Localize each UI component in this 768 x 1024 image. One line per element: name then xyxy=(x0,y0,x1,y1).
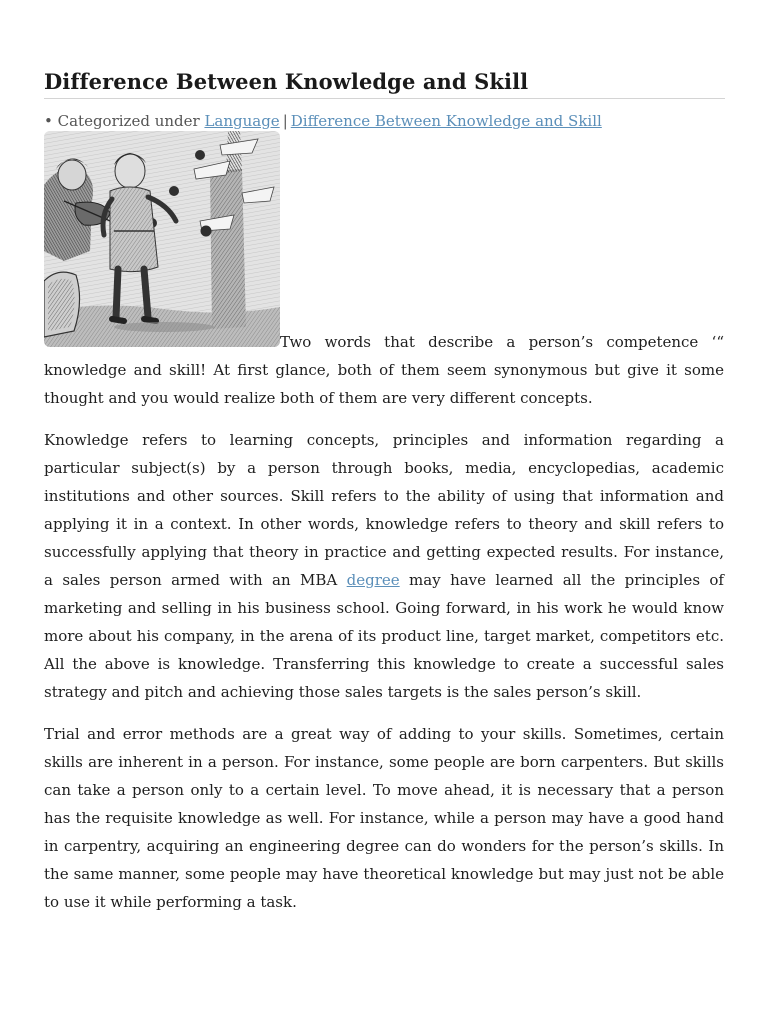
knowledge-text-part2: may have learned all the principles of marketing and selling in his business school. Going forward, in his work he would know more about his company, in the arena of its product line, target market, competitors etc. All the above is knowledge. Transferring this knowledge to create a successful sales strategy and pitch and achieving those sales targets is the sales person’s skill. xyxy=(44,571,724,701)
engraving-illustration xyxy=(44,131,280,347)
article-permalink[interactable]: Difference Between Knowledge and Skill xyxy=(290,112,602,130)
knowledge-text-part1: Knowledge refers to learning concepts, principles and information regarding a particular subject(s) by a person through books, media, encyclopedias, academic institutions and other sources. Skill refers to the ability of using that information and applying it in a context. In other words, knowledge refers to theory and skill refers to successfully applying that theory in practice and getting expected results. For instance, a sales person armed with an MBA xyxy=(44,431,724,589)
category-line xyxy=(44,111,724,131)
article-title: Difference Between Knowledge and Skill xyxy=(44,69,529,94)
category-separator: | xyxy=(282,112,288,130)
paragraph-trial-and-error: Trial and error methods are a great way of adding to your skills. Sometimes, certain skills are inherent in a person. For instance, some people are born carpenters. But skills can take a person only to a certain level. To move ahead, it is necessary that a person has the requisite knowledge as well. For instance, while a person may have a good hand in carpentry, acquiring an engineering degree can do wonders for the person’s skills. In the same manner, some people may have theoretical knowledge but may just not be able to use it while performing a task. xyxy=(44,725,724,911)
category-link-language[interactable]: Language xyxy=(204,112,280,130)
paragraph-knowledge-definition xyxy=(44,426,724,706)
title-divider xyxy=(44,98,725,99)
article-body xyxy=(44,131,724,916)
category-prefix: • Categorized under xyxy=(44,112,205,130)
engraving-jugglers-image xyxy=(44,131,280,347)
paragraph-intro xyxy=(44,131,724,412)
intro-text: Two words that describe a person’s competence ‘“ knowledge and skill! At first glance, both of them seem synonymous but give it some thought and you would realize both of them are very different concepts. xyxy=(44,333,724,407)
degree-link[interactable]: degree xyxy=(346,571,400,589)
